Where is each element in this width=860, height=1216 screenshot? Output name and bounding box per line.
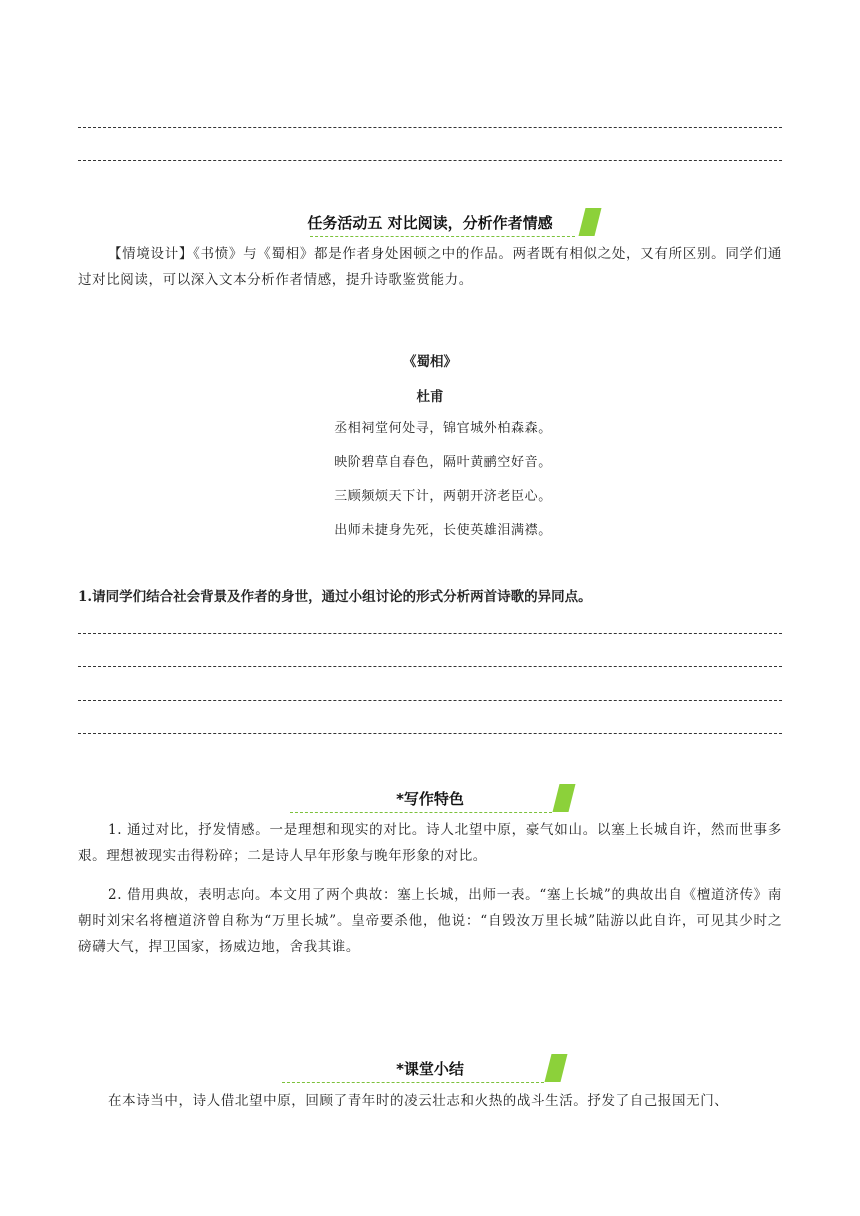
poem-author: 杜甫 [416,389,444,405]
class-summary-title: *课堂小结 [396,1060,464,1078]
question-text: 请同学们结合社会背景及作者的身世，通过小组讨论的形式分析两首诗歌的异同点。 [92,589,592,605]
scenario-paragraph: 【情境设计】《书愤》与《蜀相》都是作者身处困顿之中的作品。两者既有相似之处，又有所区别。同学们通过对比阅读，可以深入文本分析作者情感，提升诗歌鉴赏能力。 [78,246,782,288]
answer-line [78,733,782,734]
writing-features-title: *写作特色 [396,790,464,808]
writing-feature-paragraph: 1. 通过对比，抒发情感。一是理想和现实的对比。诗人北望中原，豪气如山。以塞上长城自许，然而世事多艰。理想被现实击得粉碎；二是诗人早年形象与晚年形象的对比。 [78,822,782,864]
answer-line [78,700,782,701]
poem-title: 《蜀相》 [403,354,457,370]
writing-feature-paragraph: 2. 借用典故，表明志向。本文用了两个典故：塞上长城，出师一表。“塞上长城”的典故出自《檀道济传》南朝时刘宋名将檀道济曾自称为“万里长城”。皇帝要杀他，他说：“自毁汝万里长城”陆游以此自许，可见其少时之磅礴大气，捍卫国家，扬威边地，舍我其谁。 [78,887,782,955]
task-five-title: 任务活动五 对比阅读，分析作者情感 [307,214,553,232]
answer-line [78,633,782,634]
question-number: 1. [78,589,93,605]
question-1 [78,585,782,605]
title-underline [310,236,575,237]
title-underline [290,812,552,813]
answer-line [78,127,782,128]
class-summary-paragraph: 在本诗当中，诗人借北望中原，回顾了青年时的凌云壮志和火热的战斗生活。抒发了自己报国无门、 [108,1093,729,1109]
poem-line: 映阶碧草自春色，隔叶黄鹂空好音。 [334,455,552,470]
title-underline [282,1082,544,1083]
answer-line [78,666,782,667]
poem-line: 出师未捷身先死，长使英雄泪满襟。 [334,523,552,538]
poem-line: 三顾频烦天下计，两朝开济老臣心。 [334,489,552,504]
poem-line: 丞相祠堂何处寻，锦官城外柏森森。 [334,421,552,436]
answer-line [78,160,782,161]
